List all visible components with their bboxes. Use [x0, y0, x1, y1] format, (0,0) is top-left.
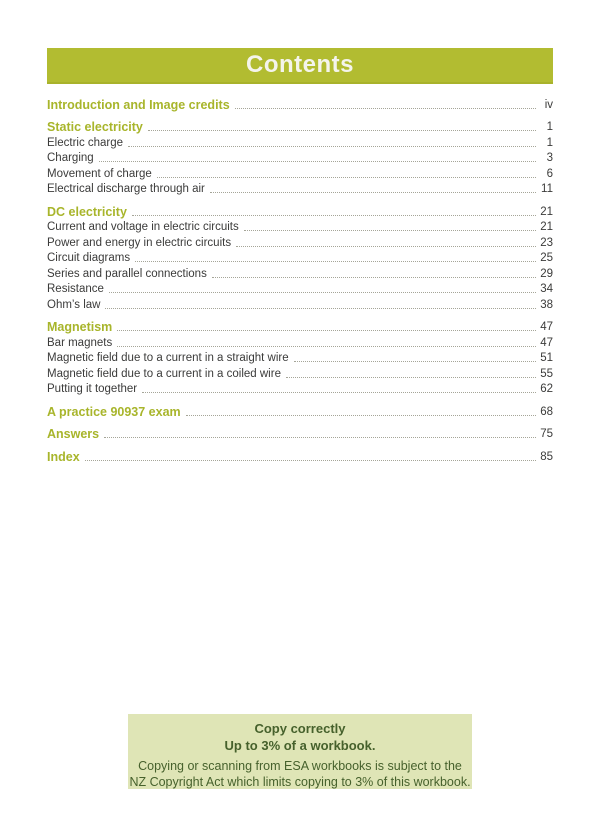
dotted-leader	[117, 330, 536, 331]
toc-label: Circuit diagrams	[47, 252, 131, 264]
dotted-leader	[132, 215, 536, 216]
toc-page-number: 1	[546, 121, 553, 133]
dotted-leader	[236, 246, 536, 247]
toc-section-row	[47, 119, 553, 135]
dotted-leader	[294, 361, 536, 362]
copyright-body-line-1: Copying or scanning from ESA workbooks is subject to the	[138, 759, 462, 773]
toc-label: Charging	[47, 152, 94, 164]
toc-entry-row	[47, 165, 553, 181]
toc-label: Resistance	[47, 283, 104, 295]
dotted-leader	[105, 308, 536, 309]
toc-page-number: 34	[540, 283, 553, 295]
toc-page-number: 55	[540, 367, 553, 380]
dotted-leader	[104, 437, 536, 438]
dotted-leader	[142, 392, 536, 393]
toc-entry-row	[47, 134, 553, 150]
toc-entry-row	[47, 381, 553, 397]
toc-page-number: 23	[540, 236, 553, 249]
toc-section-row	[47, 96, 553, 112]
toc-entry-row	[47, 219, 553, 235]
toc-label: DC electricity	[47, 204, 127, 219]
toc-page-number: 47	[540, 336, 553, 349]
toc-label: Power and energy in electric circuits	[47, 236, 232, 249]
toc-entry-row	[47, 334, 553, 350]
toc-label: Magnetic field due to a current in a coiled wire	[47, 367, 281, 380]
toc-label: Index	[47, 449, 80, 464]
toc-label: Movement of charge	[47, 167, 152, 180]
dotted-leader	[85, 460, 536, 461]
toc-entry-row	[47, 265, 553, 281]
toc-label: Answers	[47, 427, 100, 441]
toc-page-number: 62	[540, 383, 553, 395]
toc-label: Static electricity	[47, 120, 143, 134]
dotted-leader	[109, 292, 536, 293]
dotted-leader	[244, 230, 536, 231]
toc-entry-row	[47, 350, 553, 366]
toc-label: Magnetism	[47, 320, 113, 334]
toc-page-number: 21	[540, 205, 553, 218]
toc-label: Bar magnets	[47, 336, 113, 349]
toc-section-row	[47, 448, 553, 464]
toc-section-row	[47, 403, 553, 419]
toc-entry-row	[47, 150, 553, 166]
toc-entry-row	[47, 296, 553, 312]
dotted-leader	[210, 192, 536, 193]
toc-label: Current and voltage in electric circuits	[47, 221, 239, 233]
toc-label: Introduction and Image credits	[47, 97, 230, 112]
toc-page-number: iv	[544, 98, 553, 111]
dotted-leader	[128, 146, 536, 147]
toc-entry-row	[47, 281, 553, 297]
toc-section-row	[47, 426, 553, 442]
dotted-leader	[286, 377, 536, 378]
dotted-leader	[186, 415, 536, 416]
dotted-leader	[157, 177, 536, 178]
toc-page-number: 21	[540, 221, 553, 233]
copyright-notice-box	[128, 714, 472, 789]
toc-entry-row	[47, 234, 553, 250]
dotted-leader	[212, 277, 536, 278]
table-of-contents	[47, 96, 553, 464]
toc-label: Ohm’s law	[47, 298, 101, 311]
toc-page-number: 1	[546, 136, 553, 149]
dotted-leader	[148, 130, 536, 131]
toc-page-number: 75	[540, 428, 553, 440]
toc-page-number: 85	[540, 450, 553, 463]
toc-entry-row	[47, 250, 553, 266]
toc-entry-row	[47, 181, 553, 197]
dotted-leader	[235, 108, 536, 109]
page-title: Contents	[246, 51, 354, 78]
toc-entry-row	[47, 365, 553, 381]
dotted-leader	[99, 161, 536, 162]
toc-page-number: 51	[540, 352, 553, 364]
toc-page-number: 68	[540, 405, 553, 418]
toc-page-number: 38	[540, 298, 553, 311]
toc-page-number: 3	[546, 152, 553, 164]
copyright-body-line-2: NZ Copyright Act which limits copying to 3% of this workbook.	[129, 774, 471, 789]
toc-label: Electrical discharge through air	[47, 183, 205, 195]
toc-label: Putting it together	[47, 383, 138, 395]
toc-page-number: 11	[541, 183, 553, 195]
toc-label: Series and parallel connections	[47, 267, 207, 280]
toc-label: A practice 90937 exam	[47, 404, 181, 419]
copyright-title: Copy correctly	[254, 721, 346, 736]
toc-page-number: 25	[540, 252, 553, 264]
copyright-subtitle: Up to 3% of a workbook.	[224, 737, 376, 753]
toc-page-number: 6	[546, 167, 553, 180]
toc-section-row	[47, 203, 553, 219]
dotted-leader	[117, 346, 536, 347]
toc-label: Magnetic field due to a current in a straight wire	[47, 352, 289, 364]
toc-page-number: 47	[540, 321, 553, 333]
toc-label: Electric charge	[47, 136, 124, 149]
toc-section-row	[47, 319, 553, 335]
dotted-leader	[135, 261, 536, 262]
toc-page-number: 29	[540, 267, 553, 280]
contents-banner	[47, 48, 553, 84]
